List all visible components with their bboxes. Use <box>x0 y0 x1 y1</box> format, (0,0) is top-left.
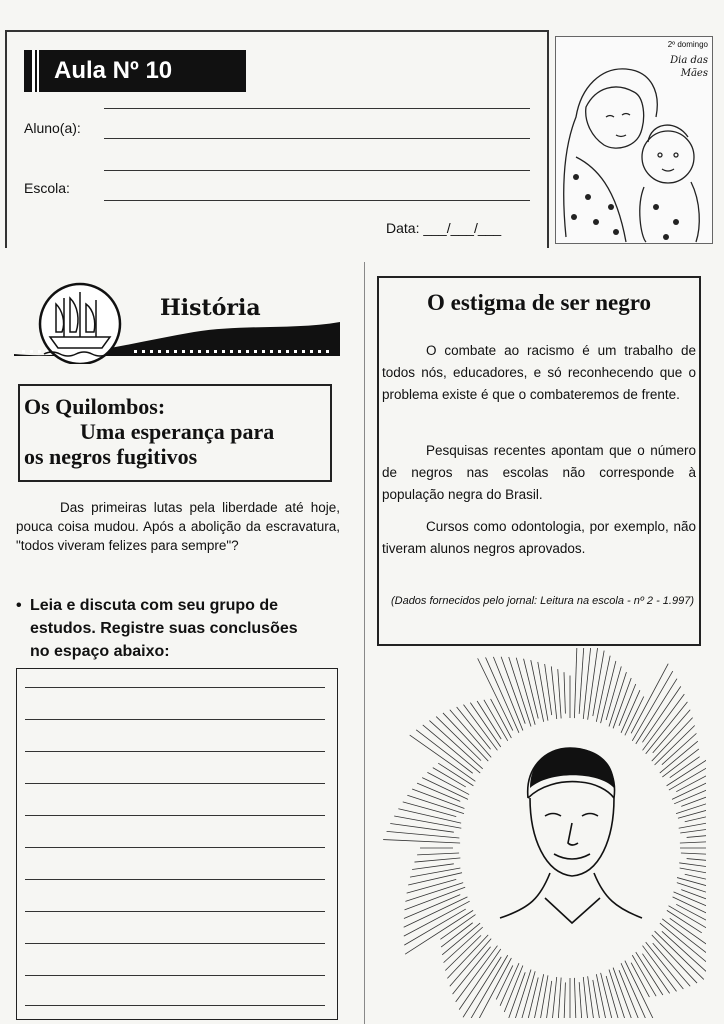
quilombos-title-box <box>18 384 332 482</box>
ray-line <box>593 651 604 716</box>
ray-line <box>491 699 512 739</box>
ray-line <box>628 671 672 747</box>
ray-line <box>642 945 676 991</box>
ray-line <box>667 769 706 802</box>
section-title-historia: História <box>160 295 261 321</box>
student-label: Aluno(a): <box>24 120 81 136</box>
student-line-1[interactable] <box>104 108 530 109</box>
portrait-illustration <box>380 648 706 1018</box>
school-line-2[interactable] <box>104 200 530 201</box>
ray-line <box>422 778 473 802</box>
answer-box <box>16 668 338 1020</box>
ray-line <box>654 726 694 766</box>
ray-line <box>563 982 566 1018</box>
ray-line <box>687 859 706 865</box>
lesson-title-bar <box>24 50 246 92</box>
school-label: Escola: <box>24 180 70 196</box>
estigma-paragraph-3: Cursos como odontologia, por exemplo, não tiveram alunos negros aprovados. <box>382 519 696 556</box>
answer-line[interactable] <box>25 1005 325 1006</box>
ray-line <box>394 816 466 829</box>
estigma-paragraph-1: O combate ao racismo é um trabalho de todos nós, educadores, e só reconhecendo que o problema existe é que o combateremos de frente. <box>382 343 696 402</box>
ray-line <box>635 679 677 745</box>
ray-line <box>558 669 562 721</box>
intro-paragraph: Das primeiras lutas pela liberdade até hoje, pouca coisa mudou. Após a abolição da escravatura, "todos viveram felizes para sempre"? <box>16 500 340 553</box>
ray-line <box>606 976 624 1018</box>
ray-line <box>472 951 515 1018</box>
ray-line <box>593 980 602 1018</box>
ray-line <box>410 868 460 877</box>
ray-line <box>574 648 577 720</box>
ray-line <box>645 702 687 754</box>
ray-line <box>407 879 457 893</box>
ray-line <box>583 975 589 1018</box>
school-line-1[interactable] <box>104 170 530 171</box>
ray-line <box>387 831 460 838</box>
student-line-2[interactable] <box>104 138 530 139</box>
ray-line <box>672 876 706 894</box>
answer-line[interactable] <box>25 975 325 976</box>
ray-line <box>404 899 475 937</box>
ray-line <box>500 962 520 1006</box>
ray-line <box>412 864 454 870</box>
ray-line <box>457 707 491 749</box>
answer-line[interactable] <box>25 911 325 912</box>
ray-line <box>685 811 706 822</box>
ray-line <box>438 763 478 789</box>
source-citation: (Dados fornecidos pelo jornal: Leitura na escola - nº 2 - 1.997) <box>390 595 694 607</box>
ray-line <box>642 954 669 994</box>
ray-line <box>606 672 626 735</box>
ray-line <box>677 883 706 901</box>
title-stripe-decoration <box>32 50 42 92</box>
answer-line[interactable] <box>25 815 325 816</box>
ray-line <box>470 703 501 748</box>
estigma-paragraph-2: Pesquisas recentes apontam que o número de negros nas escolas não corresponde à população negra do Brasil. <box>382 443 696 502</box>
answer-line[interactable] <box>25 751 325 752</box>
ray-line <box>681 853 706 856</box>
ray-line <box>687 834 706 838</box>
date-field[interactable]: Data: ___/___/___ <box>386 220 502 236</box>
ray-line <box>408 872 467 885</box>
instruction-line-2: estudos. Registre suas conclusões <box>30 620 298 637</box>
lesson-title: Aula Nº 10 <box>54 57 173 84</box>
illustration-title: Dia das Mães <box>670 55 708 79</box>
ray-line <box>538 662 549 723</box>
ray-line <box>477 701 501 739</box>
ray-line <box>653 943 690 986</box>
ray-line <box>669 751 706 790</box>
ray-line <box>620 962 654 1018</box>
answer-line[interactable] <box>25 879 325 880</box>
ray-line <box>624 696 644 736</box>
ray-line <box>676 760 706 792</box>
box-title-line-1: Os Quilombos: <box>24 394 166 419</box>
instruction-line-3: no espaço abaixo: <box>30 643 170 660</box>
ray-line <box>632 954 656 996</box>
column-divider <box>364 262 365 1024</box>
answer-line[interactable] <box>25 719 325 720</box>
ray-line <box>676 904 706 923</box>
ray-line <box>414 857 465 862</box>
ray-line <box>441 923 473 947</box>
ray-line <box>398 809 461 823</box>
ray-line <box>429 721 482 769</box>
ray-line <box>652 935 698 983</box>
ray-line <box>579 982 582 1018</box>
ray-line <box>564 672 565 713</box>
ray-line <box>673 897 706 919</box>
answer-line[interactable] <box>25 847 325 848</box>
ray-line <box>404 897 468 927</box>
ray-line <box>467 954 508 1018</box>
answer-line[interactable] <box>25 783 325 784</box>
ray-line <box>667 910 702 932</box>
ray-line <box>436 717 481 761</box>
ray-line <box>383 840 465 844</box>
answer-line[interactable] <box>25 687 325 688</box>
illustration-caption: 2º domingo <box>667 40 708 49</box>
ray-line <box>417 853 459 855</box>
ray-line <box>653 710 690 753</box>
box-title-line-3: os negros fugitivos <box>24 444 198 469</box>
box-title-line-2: Uma esperança para <box>80 419 275 444</box>
ray-line <box>587 648 597 722</box>
ray-line <box>579 648 584 714</box>
instruction-block <box>16 594 346 663</box>
ray-line <box>582 648 591 728</box>
estigma-title: O estigma de ser negro <box>426 290 651 315</box>
bullet-icon: • <box>16 597 22 614</box>
ray-line <box>655 741 698 777</box>
ray-line <box>662 749 699 777</box>
ray-line <box>453 947 491 994</box>
ray-line <box>403 802 456 817</box>
instruction-line-1: Leia e discuta com seu grupo de <box>30 597 279 614</box>
ray-line <box>632 946 663 995</box>
answer-line[interactable] <box>25 943 325 944</box>
ray-line <box>509 657 534 735</box>
ray-line <box>551 666 557 728</box>
ray-line <box>486 657 523 740</box>
ray-line <box>662 733 697 764</box>
